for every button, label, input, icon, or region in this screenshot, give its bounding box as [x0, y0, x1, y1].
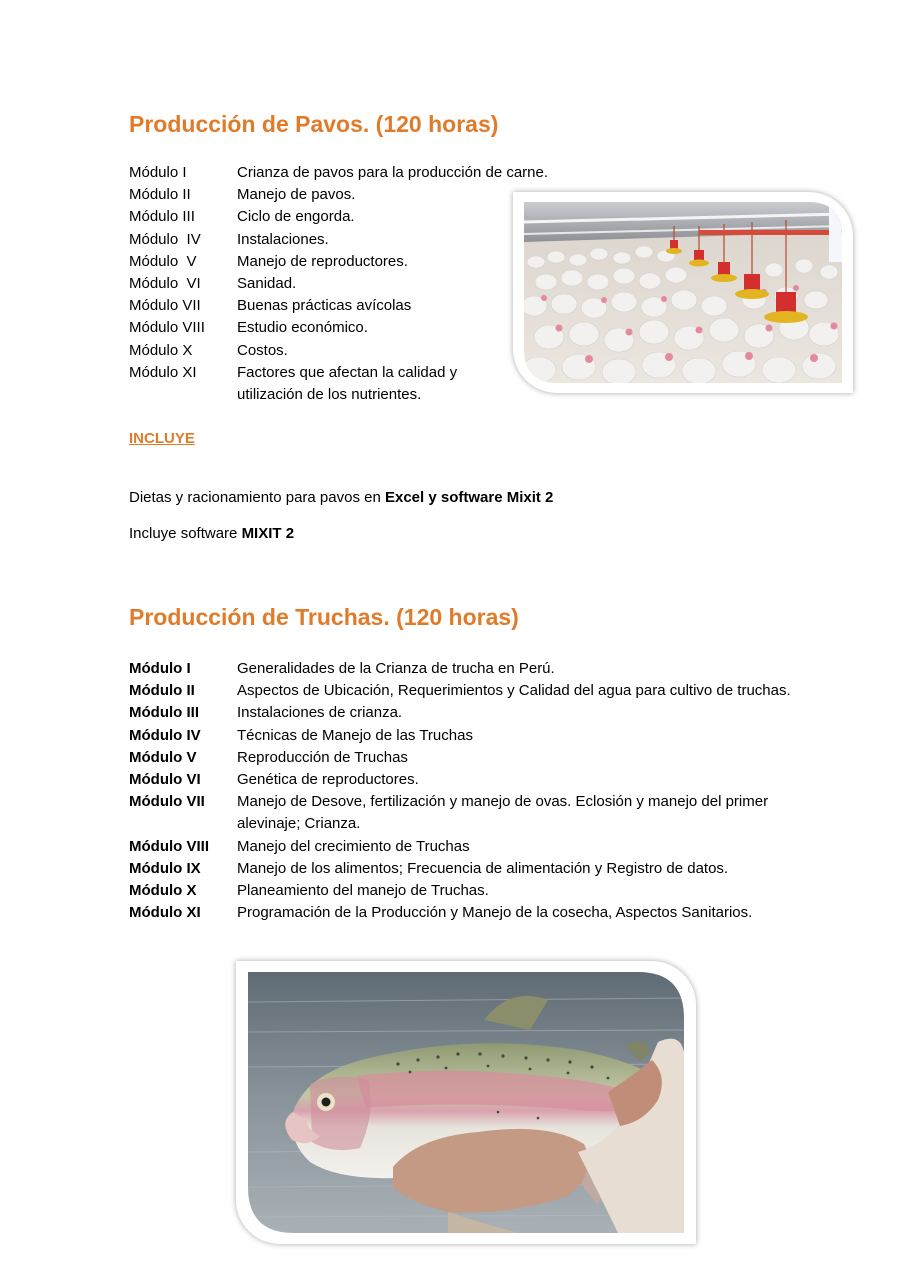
module-desc: Instalaciones.	[237, 230, 329, 248]
module-desc: Generalidades de la Crianza de trucha en Perú.	[237, 660, 555, 677]
truchas-module-row	[129, 880, 829, 902]
includes-line-text: Incluye software	[129, 525, 242, 542]
module-desc: Planeamiento del manejo de Truchas.	[237, 882, 489, 900]
module-label: Módulo VII	[129, 793, 205, 811]
module-label: Módulo X	[129, 341, 193, 359]
pavos-module-row	[129, 362, 489, 406]
module-desc: Manejo de pavos.	[237, 186, 356, 204]
truchas-module-row	[129, 658, 829, 680]
truchas-module-row	[129, 769, 829, 791]
pavos-module-row	[129, 317, 489, 339]
module-label: Módulo III	[129, 704, 199, 722]
truchas-module-row	[129, 858, 829, 880]
module-desc: Ciclo de engorda.	[237, 208, 355, 226]
module-desc: Aspectos de Ubicación, Requerimientos y Calidad del agua para cultivo de truchas.	[237, 682, 791, 700]
truchas-module-row	[129, 680, 829, 702]
pavos-module-row	[129, 251, 489, 273]
module-desc: Sanidad.	[237, 275, 297, 293]
pavos-title: Producción de Pavos. (120 horas)	[129, 111, 499, 137]
module-desc: Genética de reproductores.	[237, 771, 419, 789]
module-label: Módulo III	[129, 208, 195, 226]
module-label: Módulo IV	[129, 230, 201, 248]
includes-line-diets	[129, 489, 553, 506]
includes-line-bold: MIXIT 2	[241, 525, 295, 542]
truchas-module-row	[129, 836, 829, 858]
module-label: Módulo I	[129, 660, 191, 677]
module-label: Módulo II	[129, 186, 191, 204]
module-desc: Costos.	[237, 341, 288, 359]
truchas-title: Producción de Truchas. (120 horas)	[129, 604, 519, 630]
module-label: Módulo II	[129, 682, 195, 700]
module-desc: Manejo de Desove, fertilización y manejo de ovas. Eclosión y manejo del primer alevinaje; Crianza.	[237, 793, 769, 833]
truchas-module-row	[129, 902, 829, 924]
trout-photo	[236, 961, 696, 1244]
module-label: Módulo X	[129, 882, 197, 900]
pavos-module-list	[129, 162, 549, 406]
turkey-farm-image	[524, 202, 842, 383]
truchas-module-row	[129, 791, 829, 835]
includes-line-text: Dietas y racionamiento para pavos en	[129, 489, 385, 506]
module-label: Módulo V	[129, 748, 197, 766]
module-label: Módulo XI	[129, 363, 197, 381]
module-desc: Reproducción de Truchas	[237, 748, 408, 766]
module-desc: Crianza de pavos para la producción de carne.	[237, 164, 549, 181]
truchas-module-row	[129, 702, 829, 724]
module-desc: Manejo de los alimentos; Frecuencia de alimentación y Registro de datos.	[237, 859, 729, 877]
module-label: Módulo XI	[129, 904, 201, 922]
pavos-module-row	[129, 206, 489, 228]
includes-heading: INCLUYE	[129, 430, 195, 447]
truchas-module-row	[129, 747, 829, 769]
module-label: Módulo I	[129, 164, 187, 181]
module-label: Módulo IV	[129, 726, 201, 744]
module-desc: Manejo de reproductores.	[237, 252, 408, 270]
module-label: Módulo VI	[129, 771, 201, 789]
pavos-module-row	[129, 273, 489, 295]
pavos-module-row	[129, 340, 489, 362]
module-label: Módulo VIII	[129, 319, 205, 337]
pavos-module-row	[129, 162, 549, 184]
pavos-module-row	[129, 295, 489, 317]
module-desc: Programación de la Producción y Manejo de la cosecha, Aspectos Sanitarios.	[237, 904, 753, 922]
module-desc: Instalaciones de crianza.	[237, 704, 403, 722]
module-label: Módulo VII	[129, 297, 201, 315]
module-desc: Factores que afectan la calidad y utilización de los nutrientes.	[237, 363, 458, 404]
module-desc: Técnicas de Manejo de las Truchas	[237, 726, 473, 744]
module-desc: Manejo del crecimiento de Truchas	[237, 837, 470, 855]
includes-line-software	[129, 525, 294, 542]
module-label: Módulo VI	[129, 275, 201, 293]
trout-image	[248, 972, 684, 1233]
module-desc: Buenas prácticas avícolas	[237, 297, 412, 315]
truchas-module-list	[129, 658, 829, 924]
pavos-module-row	[129, 229, 489, 251]
includes-line-bold: Excel y software Mixit 2	[384, 489, 554, 506]
turkey-farm-photo	[513, 192, 853, 393]
module-label: Módulo VIII	[129, 837, 209, 855]
module-desc: Estudio económico.	[237, 319, 368, 337]
pavos-module-row	[129, 184, 489, 206]
module-label: Módulo IX	[129, 859, 201, 877]
truchas-module-row	[129, 725, 829, 747]
module-label: Módulo V	[129, 252, 197, 270]
